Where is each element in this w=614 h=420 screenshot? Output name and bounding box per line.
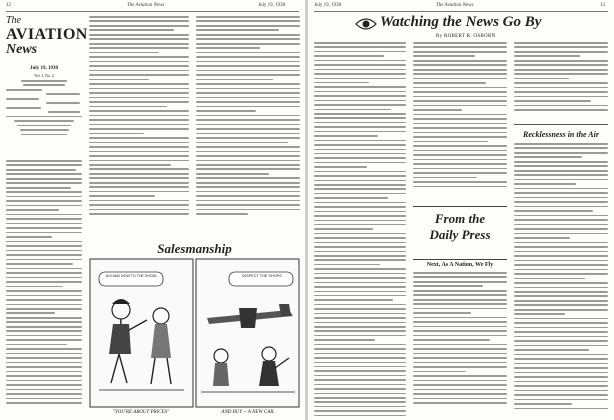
right-page	[308, 0, 614, 420]
section-divider	[514, 124, 608, 125]
cartoon-caption-left: "YOU'RE ABOUT PRICES"	[112, 410, 170, 415]
feature-column-3	[514, 42, 608, 120]
cartoon-speech-right: INSPECT THE SHOPS	[242, 274, 282, 278]
running-date-left: July 19, 1930	[258, 3, 286, 8]
daily-press-title-line1: From the	[434, 211, 486, 226]
masthead-volume: Vol. I, No. 2	[34, 73, 54, 78]
feature-byline: By ROBERT R. OSBORN	[436, 34, 496, 39]
cartoon-speech-left: AH! AND NOW TO THE SHOW--	[105, 274, 159, 278]
cartoon-panel	[89, 242, 300, 418]
running-head-right: The Aviation News	[436, 3, 474, 8]
masthead-title-aviation: AVIATION	[6, 26, 88, 43]
recklessness-heading: Recklessness in the Air	[523, 130, 599, 139]
feature-title: Watching the News Go By	[380, 14, 542, 30]
daily-press-heading: Next, As A Nation, We Fly	[426, 262, 494, 268]
running-date-right: July 19, 1930	[314, 3, 342, 8]
editorial-column-3	[196, 16, 300, 238]
feature-column-2	[413, 42, 507, 202]
masthead-title-news: News	[6, 42, 38, 57]
header-rule-right	[314, 11, 608, 12]
eye-icon	[354, 14, 378, 34]
cartoon-illustration	[89, 258, 300, 408]
masthead-the: The	[6, 15, 21, 26]
editorial-column-1	[6, 160, 82, 415]
left-page	[0, 0, 305, 420]
page-number-right: 13	[600, 3, 605, 8]
cartoon-caption-right: AND BUY -- A NEW CAR.	[221, 410, 275, 415]
daily-press-title-line2: Daily Press	[429, 227, 491, 242]
header-rule-left	[6, 11, 299, 12]
masthead	[6, 15, 88, 63]
cartoon-title: Salesmanship	[157, 241, 232, 256]
recklessness-column	[514, 143, 608, 416]
daily-press-box	[413, 206, 507, 260]
masthead-date: July 19, 1930	[30, 66, 58, 71]
feature-column-1	[314, 42, 406, 416]
running-head-left: The Aviation News	[127, 3, 165, 8]
daily-press-column	[413, 272, 507, 416]
page-number-left: 12	[6, 3, 11, 8]
editorial-column-2	[89, 16, 189, 238]
staff-box	[6, 80, 82, 156]
